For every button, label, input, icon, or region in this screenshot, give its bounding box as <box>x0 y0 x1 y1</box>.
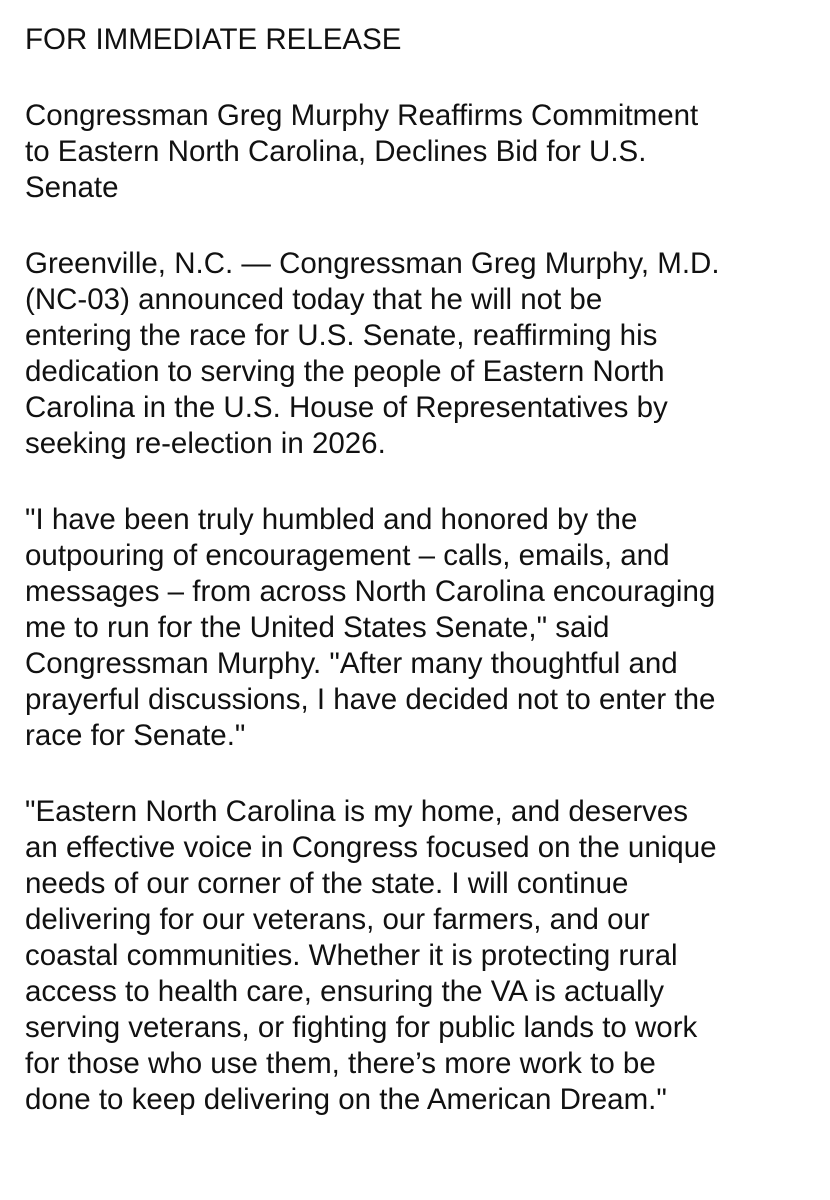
lead-line: Carolina in the U.S. House of Representatives by <box>25 391 668 424</box>
quote-line: done to keep delivering on the American Dream." <box>25 1083 667 1116</box>
lead-line: dedication to serving the people of Eastern North <box>25 355 665 388</box>
release-header <box>25 22 820 58</box>
quote-line: delivering for our veterans, our farmers, and our <box>25 903 650 936</box>
release-header-text: FOR IMMEDIATE RELEASE <box>25 23 402 56</box>
lead-line: (NC-03) announced today that he will not be <box>25 283 603 316</box>
quote-line: "Eastern North Carolina is my home, and deserves <box>25 795 689 828</box>
quote-line: an effective voice in Congress focused on the unique <box>25 831 717 864</box>
quote-line: prayerful discussions, I have decided not to enter the <box>25 683 716 716</box>
lead-line: Greenville, N.C. — Congressman Greg Murphy, M.D. <box>25 247 720 280</box>
quote-line: for those who use them, there’s more work to be <box>25 1047 656 1080</box>
quote-line: me to run for the United States Senate," said <box>25 611 610 644</box>
quote-line: race for Senate." <box>25 719 246 752</box>
quote-line: serving veterans, or fighting for public lands to work <box>25 1011 698 1044</box>
lead-line: entering the race for U.S. Senate, reaffirming his <box>25 319 658 352</box>
quote-line: Congressman Murphy. "After many thoughtful and <box>25 647 678 680</box>
headline <box>25 98 820 206</box>
quote-paragraph-2 <box>25 794 820 1118</box>
quote-line: needs of our corner of the state. I will continue <box>25 867 629 900</box>
quote-paragraph-1 <box>25 502 820 754</box>
quote-line: coastal communities. Whether it is protecting rural <box>25 939 678 972</box>
headline-line: Congressman Greg Murphy Reaffirms Commitment <box>25 99 699 132</box>
lead-line: seeking re-election in 2026. <box>25 427 386 460</box>
quote-line: outpouring of encouragement – calls, emails, and <box>25 539 670 572</box>
quote-line: access to health care, ensuring the VA is actually <box>25 975 664 1008</box>
headline-line: Senate <box>25 171 119 204</box>
quote-line: messages – from across North Carolina encouraging <box>25 575 716 608</box>
press-release <box>25 22 820 1158</box>
headline-line: to Eastern North Carolina, Declines Bid for U.S. <box>25 135 647 168</box>
quote-line: "I have been truly humbled and honored by the <box>25 503 638 536</box>
lead-paragraph <box>25 246 820 462</box>
